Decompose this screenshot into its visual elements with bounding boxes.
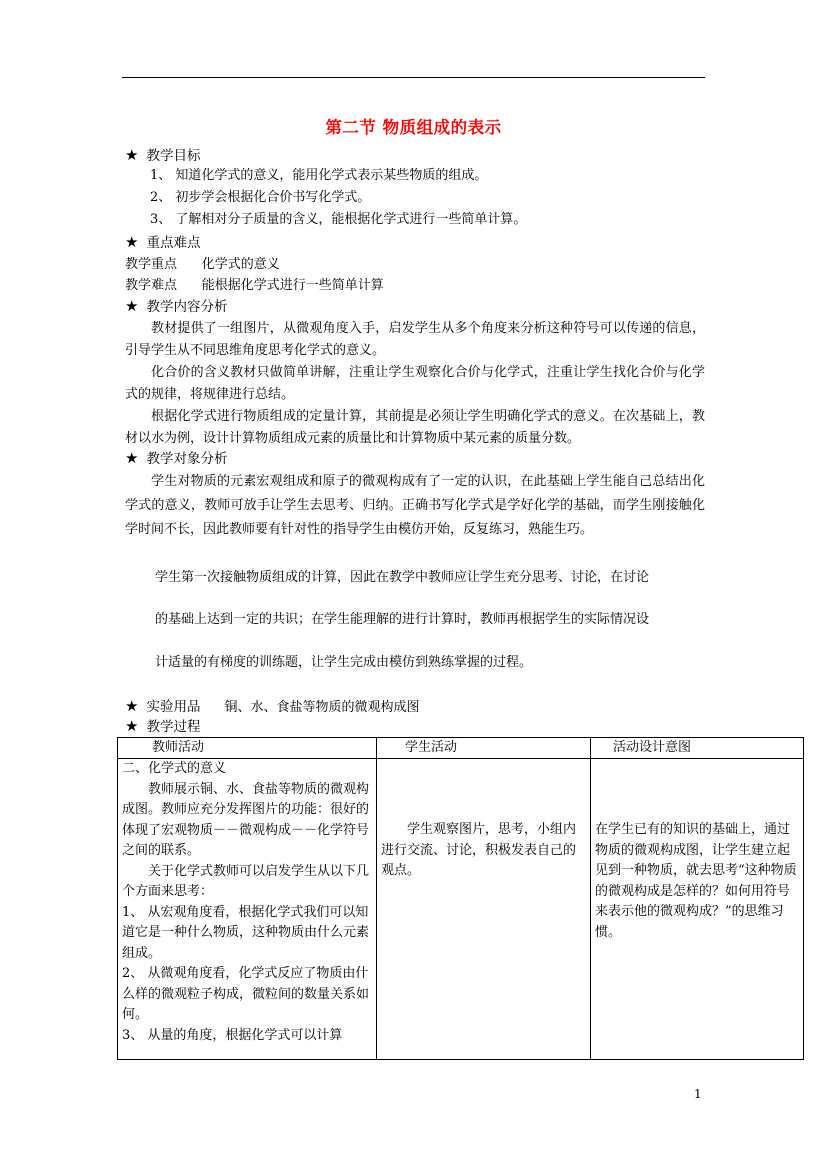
- header-intent: 活动设计意图: [591, 738, 804, 759]
- page-number: 1: [694, 1087, 702, 1101]
- teacher-line: 教师展示铜、水、食盐等物质的微观构成图。教师应充分发挥图片的功能：很好的体现了宏观物质－－微观构成－－化学符号之间的联系。: [122, 781, 370, 858]
- teacher-line: 3、 从量的角度，根据化学式可以计算: [122, 1027, 343, 1043]
- star-icon: ★: [125, 717, 139, 735]
- section-heading: 重点难点: [146, 235, 201, 251]
- star-icon: ★: [125, 449, 139, 467]
- page-title: 第二节 物质组成的表示: [325, 118, 502, 137]
- students-paragraph: 学生对物质的元素宏观组成和原子的微观构成有了一定的认识，在此基础上学生能自己总结出化学式的意义，教师可放手让学生去思考、归纳。正确书写化学式是学好化学的基础，而学生刚接触化学时间不长，因此教师要有针对性的指导学生由模仿开始，反复练习，熟能生巧。: [125, 474, 705, 537]
- content-paragraph: 化合价的含义教材只做简单讲解，注重让学生观察化合价与化学式，注重让学生找化合价与化学式的规律，将规律进行总结。: [125, 365, 705, 402]
- difficult-point: 教学难点 能根据化学式进行一些简单计算: [125, 278, 384, 293]
- materials-text: 铜、水、食盐等物质的微观构成图: [224, 700, 420, 715]
- star-icon: ★: [125, 297, 139, 315]
- section-heading: 实验用品: [146, 699, 201, 715]
- teacher-line: 二、化学式的意义: [122, 761, 227, 776]
- student-activity-text: 学生观察图片，思考，小组内进行交流、讨论，积极发表自己的观点。: [381, 822, 577, 878]
- table-row: [118, 759, 804, 1060]
- table-header-row: [118, 738, 804, 759]
- star-icon: ★: [125, 233, 139, 251]
- header-rule: [122, 77, 705, 78]
- section-heading: 教学过程: [146, 719, 201, 735]
- objective-item: 3、 了解相对分子质量的含义，能根据化学式进行一些简单计算。: [150, 212, 527, 227]
- teacher-line: 2、 从微观角度看，化学式反应了物质由什么样的微观粒子构成，微粒间的数量关系如何。: [122, 966, 370, 1022]
- header-student: 学生活动: [377, 738, 591, 759]
- content-paragraph: 根据化学式进行物质组成的定量计算，其前提是必须让学生明确化学式的意义。在次基础上，教材以水为例，设计计算物质组成元素的质量比和计算物质中某元素的质量分数。: [125, 409, 705, 446]
- star-icon: ★: [125, 146, 139, 164]
- key-point: 教学重点 化学式的意义: [125, 257, 280, 272]
- section-process: [125, 716, 200, 737]
- section-objectives: [125, 145, 200, 166]
- teacher-line: 关于化学式教师可以启发学生从以下几个方面来思考：: [122, 863, 370, 899]
- section-heading: 教学内容分析: [146, 299, 228, 315]
- process-table: [117, 737, 804, 1060]
- content-paragraph: 教材提供了一组图片，从微观角度入手，启发学生从多个角度来分析这种符号可以传递的信息，引导学生从不同思维角度思考化学式的意义。: [125, 321, 705, 358]
- section-content: [125, 296, 227, 317]
- student-activity-cell: [377, 759, 591, 1060]
- intent-text: 在学生已有的知识的基础上，通过物质的微观构成图，让学生建立起见到一种物质，就去思考“这种物质的微观构成是怎样的？如何用符号来表示他的微观构成？”的思维习惯。: [595, 822, 797, 940]
- header-teacher: 教师活动: [118, 738, 377, 759]
- section-students: [125, 448, 227, 469]
- students-paragraph-line: 计适量的有梯度的训练题，让学生完成由模仿到熟练掌握的过程。: [155, 655, 533, 670]
- objective-item: 2、 初步学会根据化合价书写化学式。: [150, 190, 371, 205]
- section-difficulties: [125, 232, 200, 253]
- section-heading: 教学目标: [146, 148, 201, 164]
- section-heading: 教学对象分析: [146, 451, 228, 467]
- students-paragraph-line: 学生第一次接触物质组成的计算，因此在教学中教师应让学生充分思考、讨论，在讨论: [155, 570, 650, 585]
- teacher-activity-cell: [118, 759, 377, 1060]
- intent-cell: [591, 759, 804, 1060]
- teacher-line: 1、 从宏观角度看，根据化学式我们可以知道它是一种什么物质，这种物质由什么元素组成。: [122, 904, 370, 961]
- section-materials: [125, 696, 419, 718]
- objective-item: 1、 知道化学式的意义，能用化学式表示某些物质的组成。: [150, 168, 488, 183]
- students-paragraph-line: 的基础上达到一定的共识；在学生能理解的进行计算时，教师再根据学生的实际情况设: [155, 612, 650, 627]
- star-icon: ★: [125, 697, 139, 715]
